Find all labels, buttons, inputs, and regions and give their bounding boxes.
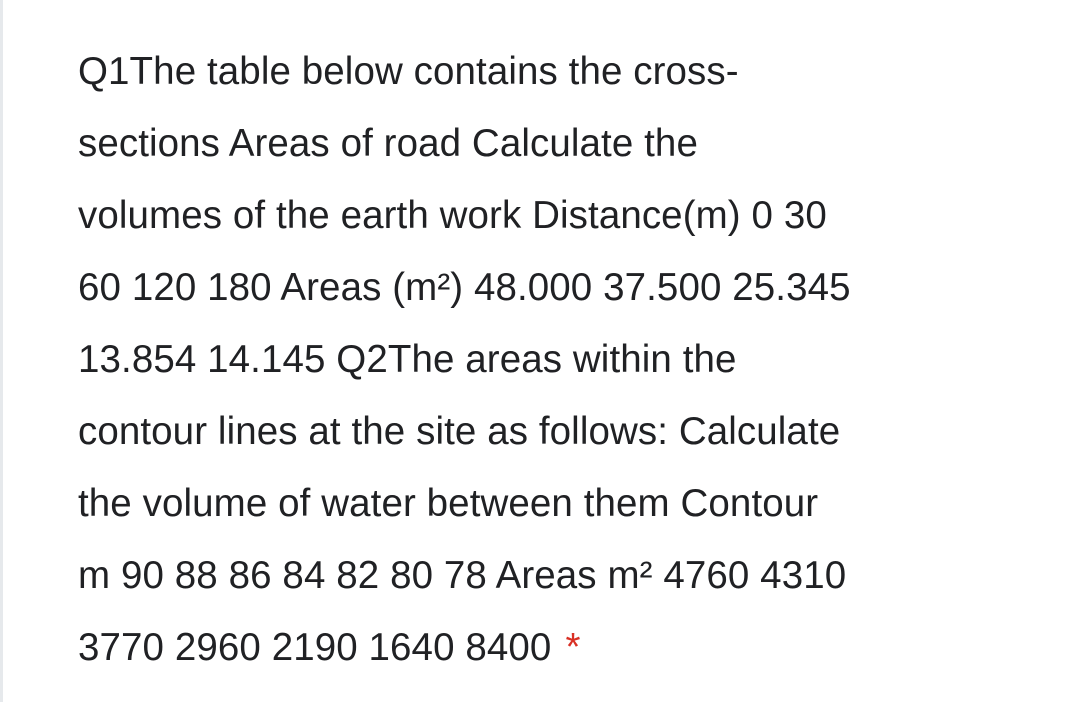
question-line: m 90 88 86 84 82 80 78 Areas m² 4760 4310 (78, 554, 847, 597)
question-line: 3770 2960 2190 1640 8400 (78, 626, 552, 669)
question-line: contour lines at the site as follows: Calculate (78, 410, 841, 453)
question-line: 13.854 14.145 Q2The areas within the (78, 338, 737, 381)
question-line: volumes of the earth work Distance(m) 0 30 (78, 194, 827, 237)
question-line: sections Areas of road Calculate the (78, 122, 698, 165)
question-line: 60 120 180 Areas (m²) 48.000 37.500 25.345 (78, 266, 851, 309)
required-asterisk: * (565, 626, 581, 669)
left-border (0, 0, 3, 702)
question-text (78, 36, 1063, 684)
question-last-line (78, 612, 1063, 684)
question-line: Q1The table below contains the cross- (78, 50, 739, 93)
question-line: the volume of water between them Contour (78, 482, 819, 525)
